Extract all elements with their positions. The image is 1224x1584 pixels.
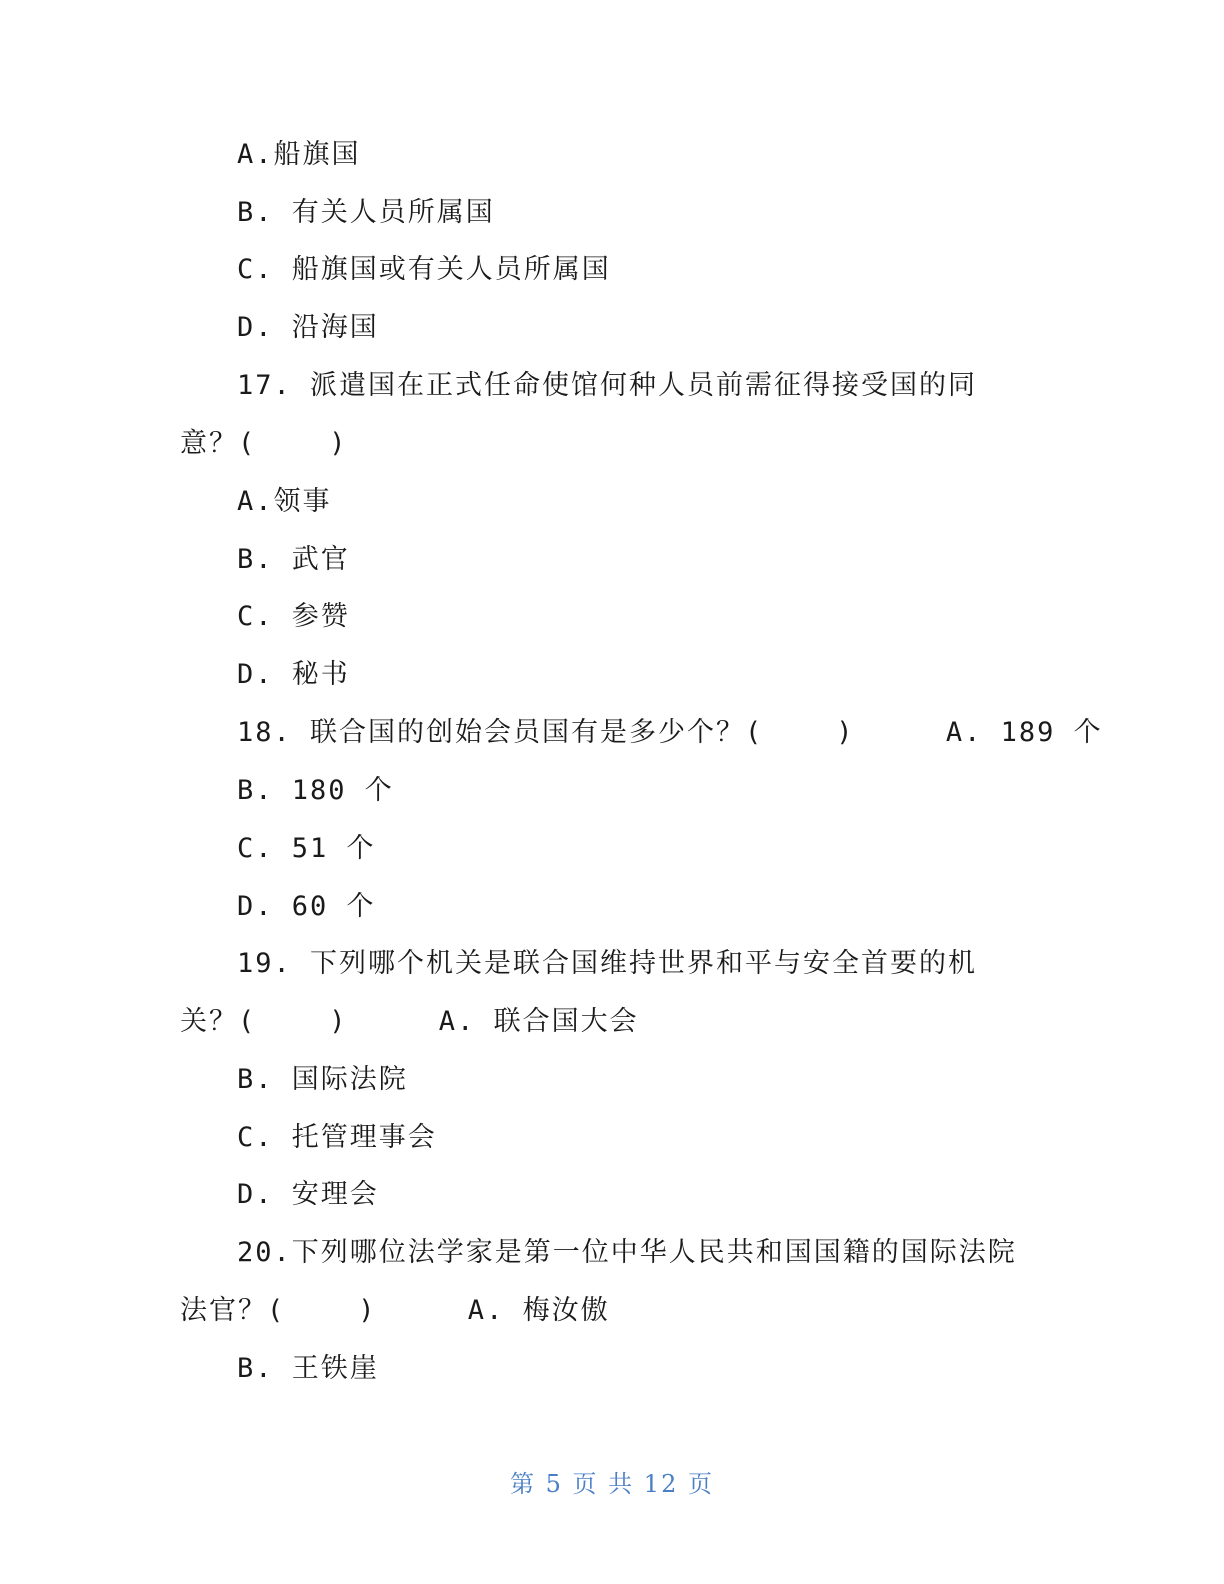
- option-17-b: B. 武官: [237, 544, 350, 575]
- question-18: 18. 联合国的创始会员国有是多少个？( ) A. 189 个: [237, 717, 1103, 748]
- option-18-b: B. 180 个: [237, 775, 394, 806]
- option-19-c: C. 托管理事会: [237, 1122, 437, 1153]
- option-16-c: C. 船旗国或有关人员所属国: [237, 254, 611, 285]
- option-17-c: C. 参赞: [237, 601, 350, 632]
- option-20-b: B. 王铁崖: [237, 1353, 379, 1384]
- option-16-a: A.船旗国: [237, 139, 361, 170]
- option-17-d: D. 秘书: [237, 659, 350, 690]
- option-19-d: D. 安理会: [237, 1179, 379, 1210]
- option-16-d: D. 沿海国: [237, 312, 379, 343]
- question-17-continued: 意？( ): [180, 428, 348, 459]
- question-19: 19. 下列哪个机关是联合国维持世界和平与安全首要的机: [237, 948, 978, 979]
- option-18-d: D. 60 个: [237, 891, 376, 922]
- question-19-continued: 关？( ) A. 联合国大会: [180, 1006, 639, 1037]
- option-18-c: C. 51 个: [237, 833, 376, 864]
- option-17-a: A.领事: [237, 486, 332, 517]
- option-19-b: B. 国际法院: [237, 1064, 408, 1095]
- question-20: 20.下列哪位法学家是第一位中华人民共和国国籍的国际法院: [237, 1237, 1017, 1268]
- question-20-continued: 法官？( ) A. 梅汝傲: [180, 1295, 610, 1326]
- question-17: 17. 派遣国在正式任命使馆何种人员前需征得接受国的同: [237, 370, 978, 401]
- page-footer: 第 5 页 共 12 页: [510, 1470, 714, 1498]
- option-16-b: B. 有关人员所属国: [237, 197, 495, 228]
